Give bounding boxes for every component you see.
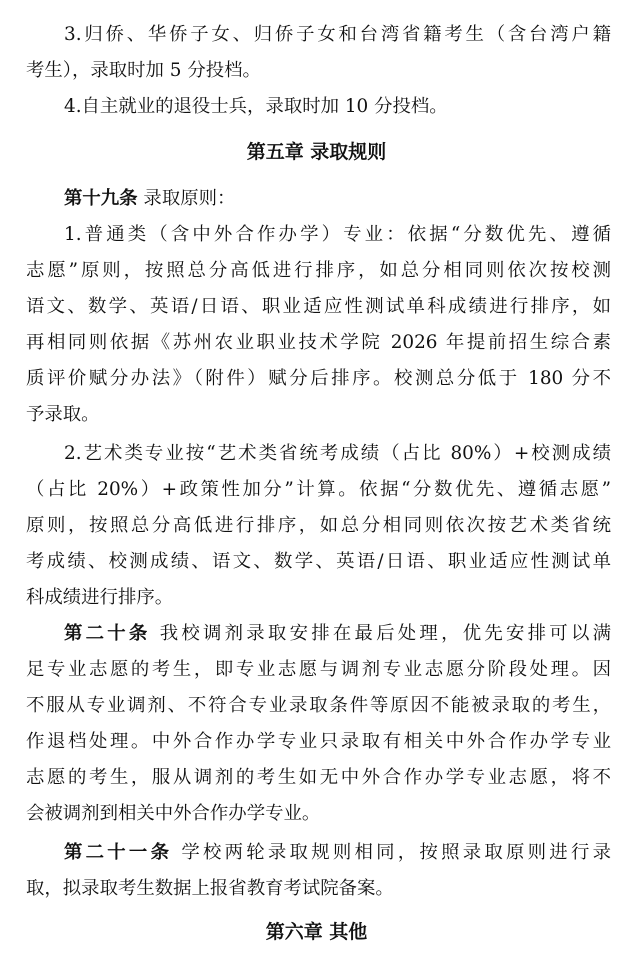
rule-2-line-3: 原则，按照总分高低进行排序，如总分相同则依次按艺术类省统 <box>26 515 611 536</box>
article-21-label: 第二十一条 <box>64 842 173 863</box>
article-20-text-1: 我校调剂录取安排在最后处理，优先安排可以满 <box>150 623 611 644</box>
article-20-label: 第二十条 <box>64 623 151 644</box>
article-19-label: 第十九条 <box>64 188 138 209</box>
article-20-line-3: 不服从专业调剂、不符合专业录取条件等原因不能被录取的考生， <box>26 695 611 716</box>
rule-1-line-2: 志愿”原则，按照总分高低进行排序，如总分相同则依次按校测 <box>26 260 611 281</box>
paragraph-item-4: 4.自主就业的退役士兵，录取时加 10 分投档。 <box>64 96 448 117</box>
rule-1-line-4: 再相同则依据《苏州农业职业技术学院 2026 年提前招生综合素 <box>26 332 611 353</box>
chapter-6-heading: 第六章 其他 <box>265 921 368 943</box>
article-19-line <box>64 186 611 212</box>
paragraph-item-3-line-1: 3.归侨、华侨子女、归侨子女和台湾省籍考生（含台湾户籍 <box>64 24 611 45</box>
rule-2-line-4: 考成绩、校测成绩、语文、数学、英语/日语、职业适应性测试单 <box>26 551 611 572</box>
chapter-5-heading: 第五章 录取规则 <box>246 141 387 163</box>
article-20-line-2: 足专业志愿的考生，即专业志愿与调剂专业志愿分阶段处理。因 <box>26 659 611 680</box>
rule-1-line-6: 予录取。 <box>26 404 100 425</box>
rule-1-line-1: 1.普通类（含中外合作办学）专业：依据“分数优先、遵循 <box>64 224 611 245</box>
rule-2-line-2: （占比 20%）+政策性加分”计算。依据“分数优先、遵循志愿” <box>26 479 611 500</box>
article-21-line-2: 取，拟录取考生数据上报省教育考试院备案。 <box>26 878 394 899</box>
article-20-line-1 <box>64 621 611 647</box>
article-20-line-6: 会被调剂到相关中外合作办学专业。 <box>26 803 321 824</box>
article-21-line-1 <box>64 840 611 866</box>
article-21-text-1: 学校两轮录取规则相同，按照录取原则进行录 <box>172 842 611 863</box>
rule-2-line-1: 2.艺术类专业按“艺术类省统考成绩（占比 80%）+校测成绩 <box>64 443 611 464</box>
rule-1-line-5: 质评价赋分办法》（附件）赋分后排序。校测总分低于 180 分不 <box>26 368 611 389</box>
article-20-line-5: 志愿的考生，服从调剂的考生如无中外合作办学专业志愿，将不 <box>26 767 611 788</box>
article-19-text: 录取原则： <box>137 188 236 209</box>
rule-1-line-3: 语文、数学、英语/日语、职业适应性测试单科成绩进行排序，如 <box>26 296 611 317</box>
paragraph-item-3-line-2: 考生），录取时加 5 分投档。 <box>26 60 261 81</box>
rule-2-line-5: 科成绩进行排序。 <box>26 587 174 608</box>
article-20-line-4: 作退档处理。中外合作办学专业只录取有相关中外合作办学专业 <box>26 731 611 752</box>
